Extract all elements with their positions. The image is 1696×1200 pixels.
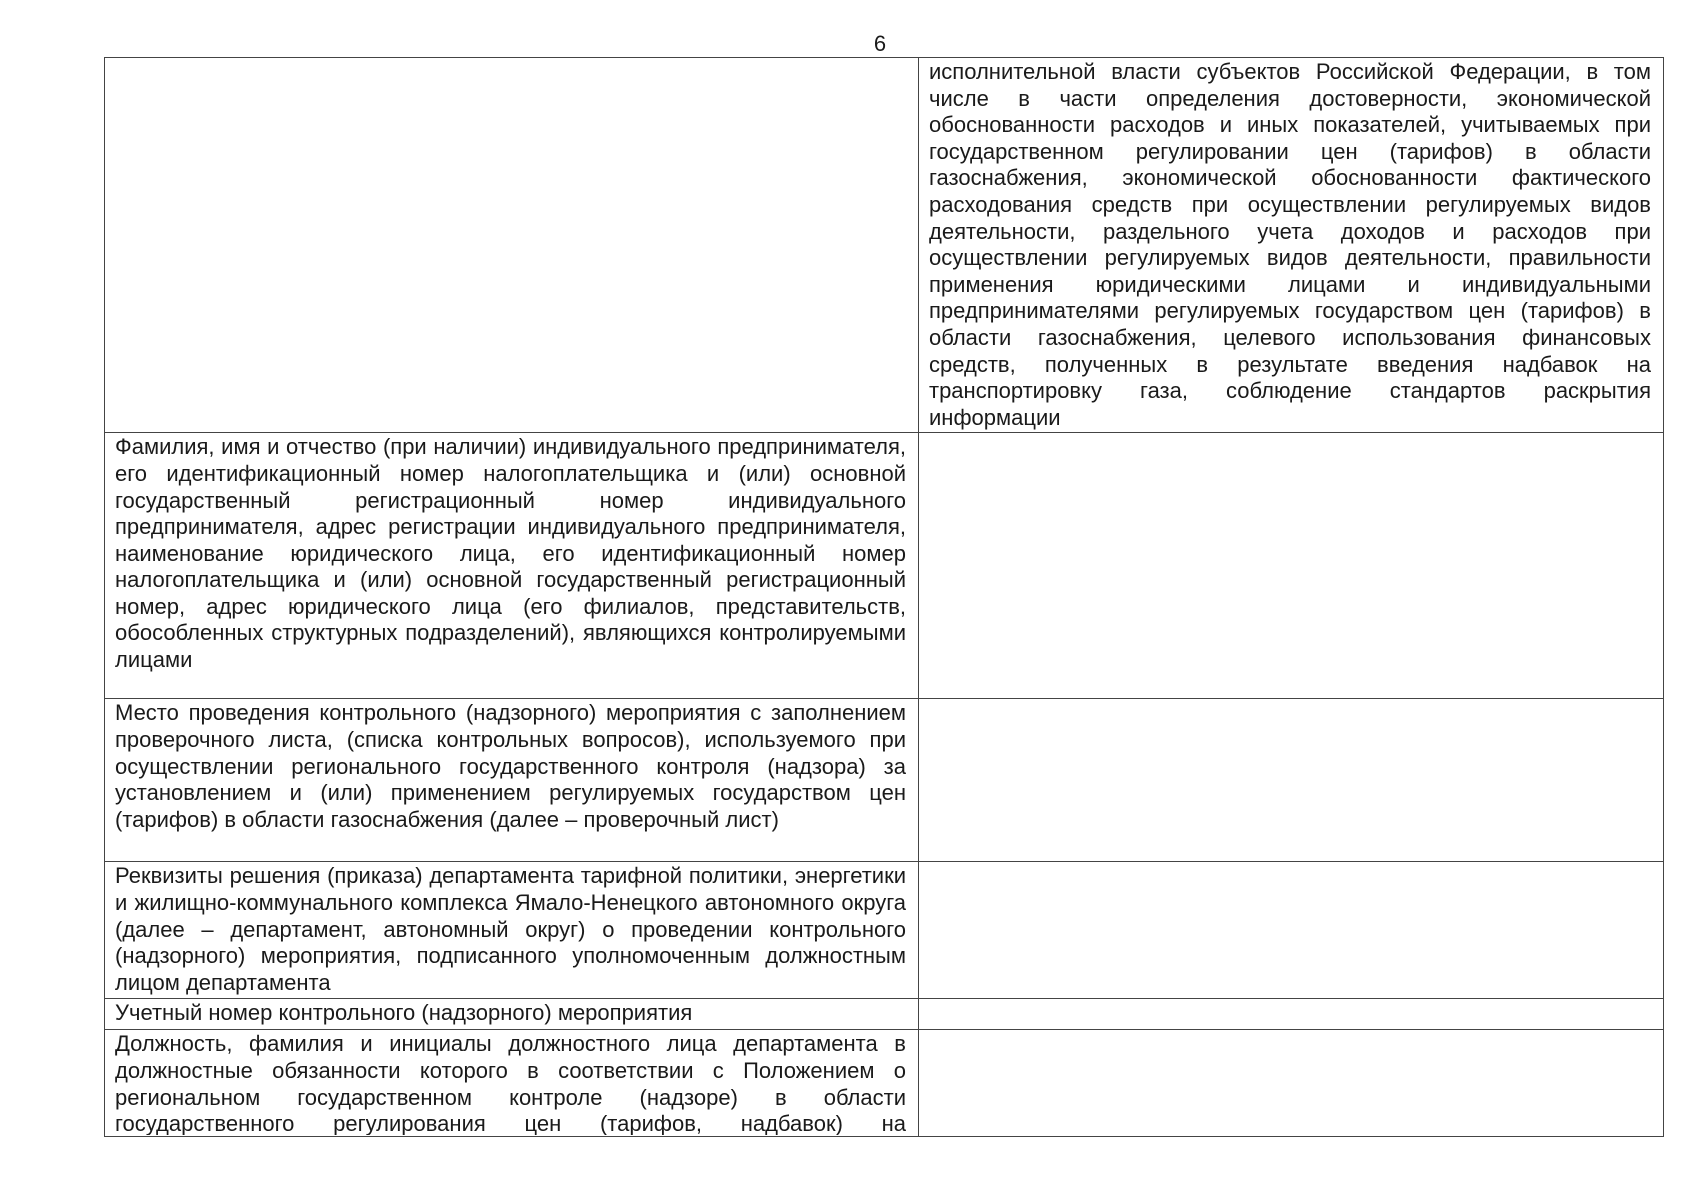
row-value-cell — [919, 433, 1664, 699]
row-value-cell — [919, 1030, 1664, 1137]
row-label-clip — [115, 1031, 906, 1135]
row-value-cell: исполнительной власти субъектов Российской Федерации, в том числе в части определения достоверности, экономической обоснованности расходов и иных показателей, учитываемых при государственном регулировании цен (тарифов) в области газоснабжения, экономической обоснованности фактического расходования средств при осуществлении регулируемых видов деятельности, раздельного учета доходов и расходов при осуществлении регулируемых видов деятельности, правильности применения юридическими лицами и индивидуальными предпринимателями регулируемых государством цен (тарифов) в области газоснабжения, целевого использования финансовых средств, полученных в результате введения надбавок на транспортировку газа, соблюдение стандартов раскрытия информации — [919, 58, 1664, 433]
row-label-cell: Фамилия, имя и отчество (при наличии) индивидуального предпринимателя, его идентификационный номер налогоплательщика и (или) основной государственный регистрационный номер индивидуального предпринимателя, адрес регистрации индивидуального предпринимателя, наименование юридического лица, его идентификационный номер налогоплательщика и (или) основной государственный регистрационный номер, адрес юридического лица (его филиалов, представительств, обособленных структурных подразделений), являющихся контролируемыми лицами — [105, 433, 919, 699]
row-label-text: Должность, фамилия и инициалы должностного лица департамента в должностные обязанности которого в соответствии с Положением о региональном государственном контроле (надзоре) в области государственного регулирования цен (тарифов, надбавок) на — [115, 1031, 906, 1136]
row-label-cell: Реквизиты решения (приказа) департамента тарифной политики, энергетики и жилищно-коммунального комплекса Ямало-Ненецкого автономного округа (далее – департамент, автономный округ) о проведении контрольного (надзорного) мероприятия, подписанного уполномоченным должностным лицом департамента — [105, 862, 919, 999]
table-row — [105, 58, 1664, 433]
row-label-cell — [105, 58, 919, 433]
table-row — [105, 862, 1664, 999]
row-value-cell — [919, 862, 1664, 999]
table-row — [105, 699, 1664, 862]
checklist-table — [104, 57, 1664, 1137]
row-label-cell: Учетный номер контрольного (надзорного) мероприятия — [105, 999, 919, 1030]
row-label-cell — [105, 1030, 919, 1137]
row-value-cell — [919, 699, 1664, 862]
row-label-cell: Место проведения контрольного (надзорного) мероприятия с заполнением проверочного листа, (списка контрольных вопросов), используемого при осуществлении регионального государственного контроля (надзора) за установлением и (или) применением регулируемых государством цен (тарифов) в области газоснабжения (далее – проверочный лист) — [105, 699, 919, 862]
page-number: 6 — [873, 31, 887, 56]
table-row — [105, 999, 1664, 1030]
table-row — [105, 1030, 1664, 1137]
row-value-cell — [919, 999, 1664, 1030]
table-row — [105, 433, 1664, 699]
